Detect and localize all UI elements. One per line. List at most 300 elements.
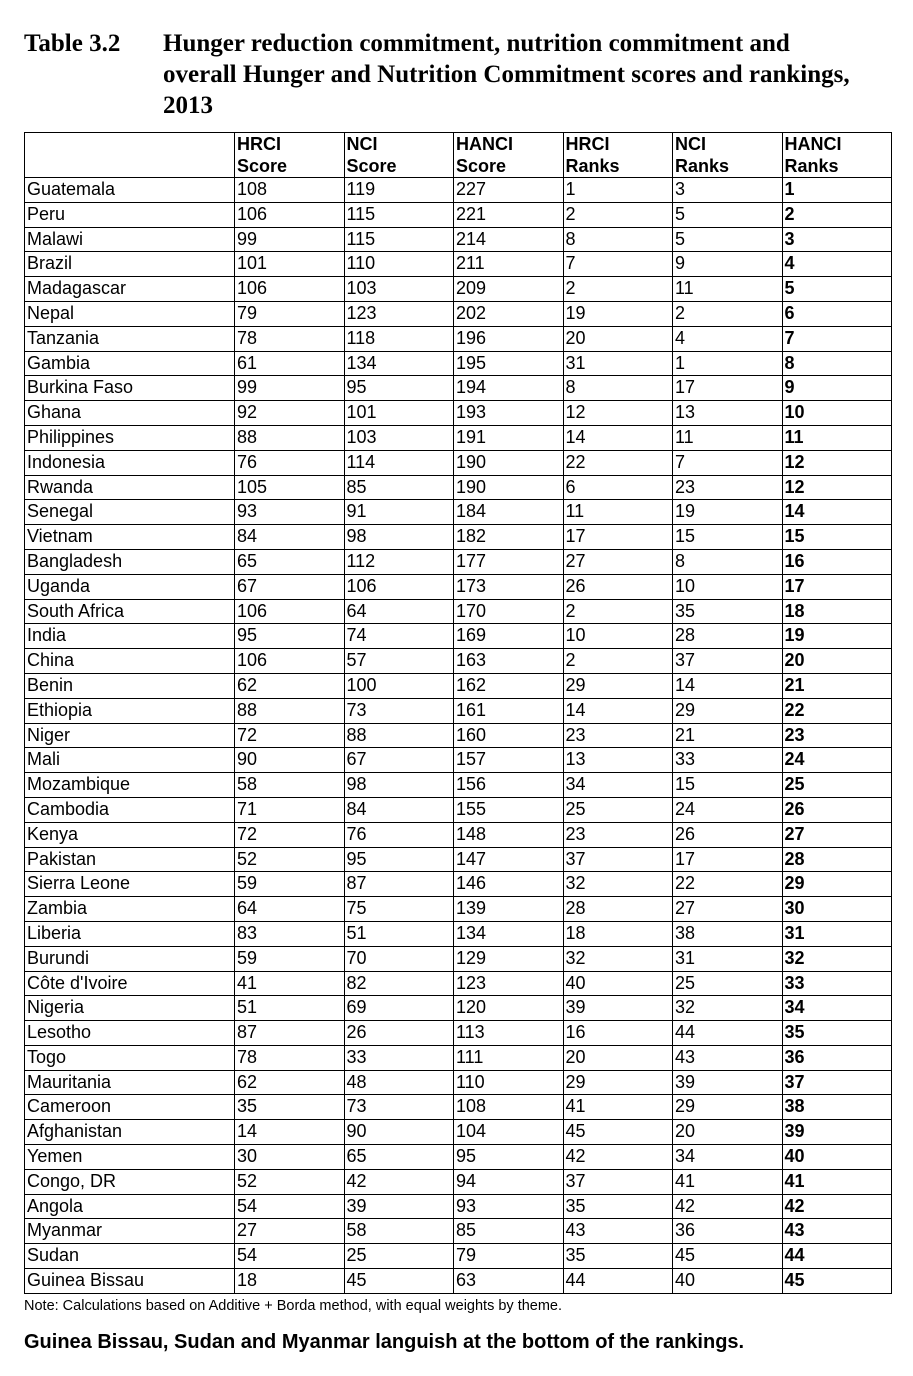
hanci-score-cell: 120 bbox=[454, 996, 564, 1021]
country-cell: Rwanda bbox=[25, 475, 235, 500]
hanci-rank-cell: 12 bbox=[782, 450, 892, 475]
hrci-rank-cell: 37 bbox=[563, 1169, 673, 1194]
nci-score-cell: 112 bbox=[344, 549, 454, 574]
hanci-score-cell: 139 bbox=[454, 897, 564, 922]
nci-score-cell: 103 bbox=[344, 425, 454, 450]
hanci-rank-cell: 18 bbox=[782, 599, 892, 624]
hanci-rank-cell: 4 bbox=[782, 252, 892, 277]
hrci-rank-cell: 16 bbox=[563, 1021, 673, 1046]
nci-rank-cell: 17 bbox=[673, 847, 783, 872]
country-cell: Mozambique bbox=[25, 773, 235, 798]
hanci-rank-cell: 37 bbox=[782, 1070, 892, 1095]
hrci-rank-cell: 23 bbox=[563, 723, 673, 748]
hrci-rank-cell: 13 bbox=[563, 748, 673, 773]
nci-score-cell: 76 bbox=[344, 822, 454, 847]
nci-rank-cell: 7 bbox=[673, 450, 783, 475]
hanci-score-cell: 123 bbox=[454, 971, 564, 996]
table-row bbox=[25, 1269, 892, 1294]
column-header-hrci-ranks bbox=[563, 133, 673, 178]
table-row bbox=[25, 425, 892, 450]
hanci-rank-cell: 5 bbox=[782, 277, 892, 302]
hanci-score-cell: 110 bbox=[454, 1070, 564, 1095]
nci-score-cell: 25 bbox=[344, 1244, 454, 1269]
table-row bbox=[25, 946, 892, 971]
hanci-rank-cell: 40 bbox=[782, 1145, 892, 1170]
hrci-rank-cell: 32 bbox=[563, 946, 673, 971]
nci-score-cell: 118 bbox=[344, 326, 454, 351]
column-header-line: HANCI bbox=[784, 134, 842, 154]
hanci-rank-cell: 39 bbox=[782, 1120, 892, 1145]
table-row bbox=[25, 351, 892, 376]
table-row bbox=[25, 549, 892, 574]
nci-score-cell: 85 bbox=[344, 475, 454, 500]
nci-score-cell: 119 bbox=[344, 178, 454, 203]
hanci-score-cell: 108 bbox=[454, 1095, 564, 1120]
country-cell: Burkina Faso bbox=[25, 376, 235, 401]
hanci-rank-cell: 6 bbox=[782, 301, 892, 326]
hrci-score-cell: 72 bbox=[235, 723, 345, 748]
hanci-score-cell: 63 bbox=[454, 1269, 564, 1294]
hanci-score-cell: 155 bbox=[454, 797, 564, 822]
hanci-score-cell: 195 bbox=[454, 351, 564, 376]
table-row bbox=[25, 822, 892, 847]
country-cell: Myanmar bbox=[25, 1219, 235, 1244]
hanci-rank-cell: 25 bbox=[782, 773, 892, 798]
hanci-score-cell: 173 bbox=[454, 574, 564, 599]
column-header-line: Ranks bbox=[565, 155, 620, 176]
table-row bbox=[25, 897, 892, 922]
country-cell: Uganda bbox=[25, 574, 235, 599]
hanci-score-cell: 190 bbox=[454, 450, 564, 475]
hanci-rank-cell: 1 bbox=[782, 178, 892, 203]
hrci-rank-cell: 19 bbox=[563, 301, 673, 326]
hanci-rank-cell: 21 bbox=[782, 673, 892, 698]
nci-score-cell: 58 bbox=[344, 1219, 454, 1244]
hanci-score-cell: 94 bbox=[454, 1169, 564, 1194]
hrci-score-cell: 78 bbox=[235, 326, 345, 351]
country-cell: Sudan bbox=[25, 1244, 235, 1269]
hanci-score-cell: 134 bbox=[454, 921, 564, 946]
hrci-rank-cell: 1 bbox=[563, 178, 673, 203]
nci-rank-cell: 2 bbox=[673, 301, 783, 326]
hanci-score-cell: 95 bbox=[454, 1145, 564, 1170]
table-row bbox=[25, 1244, 892, 1269]
table-row bbox=[25, 1120, 892, 1145]
table-row bbox=[25, 1045, 892, 1070]
column-header-line: HRCI bbox=[237, 134, 281, 154]
hanci-score-cell: 104 bbox=[454, 1120, 564, 1145]
country-cell: Benin bbox=[25, 673, 235, 698]
hrci-score-cell: 61 bbox=[235, 351, 345, 376]
nci-score-cell: 90 bbox=[344, 1120, 454, 1145]
nci-score-cell: 57 bbox=[344, 649, 454, 674]
nci-rank-cell: 36 bbox=[673, 1219, 783, 1244]
nci-rank-cell: 11 bbox=[673, 277, 783, 302]
hrci-score-cell: 83 bbox=[235, 921, 345, 946]
hanci-rank-cell: 42 bbox=[782, 1194, 892, 1219]
nci-rank-cell: 44 bbox=[673, 1021, 783, 1046]
hrci-score-cell: 106 bbox=[235, 649, 345, 674]
nci-score-cell: 98 bbox=[344, 773, 454, 798]
hanci-score-cell: 93 bbox=[454, 1194, 564, 1219]
hanci-rank-cell: 44 bbox=[782, 1244, 892, 1269]
nci-score-cell: 39 bbox=[344, 1194, 454, 1219]
nci-score-cell: 95 bbox=[344, 376, 454, 401]
nci-rank-cell: 37 bbox=[673, 649, 783, 674]
hanci-score-cell: 202 bbox=[454, 301, 564, 326]
nci-score-cell: 95 bbox=[344, 847, 454, 872]
nci-score-cell: 98 bbox=[344, 525, 454, 550]
country-cell: Vietnam bbox=[25, 525, 235, 550]
table-row bbox=[25, 872, 892, 897]
hanci-rank-cell: 38 bbox=[782, 1095, 892, 1120]
nci-score-cell: 45 bbox=[344, 1269, 454, 1294]
table-row bbox=[25, 525, 892, 550]
column-header-line: Score bbox=[237, 155, 288, 176]
country-cell: Zambia bbox=[25, 897, 235, 922]
hrci-score-cell: 90 bbox=[235, 748, 345, 773]
table-row bbox=[25, 301, 892, 326]
hrci-rank-cell: 29 bbox=[563, 1070, 673, 1095]
hanci-score-cell: 191 bbox=[454, 425, 564, 450]
hanci-rank-cell: 36 bbox=[782, 1045, 892, 1070]
hanci-rank-cell: 19 bbox=[782, 624, 892, 649]
hanci-score-cell: 190 bbox=[454, 475, 564, 500]
column-header-line: Ranks bbox=[784, 155, 839, 176]
hanci-rank-cell: 28 bbox=[782, 847, 892, 872]
table-row bbox=[25, 450, 892, 475]
hrci-score-cell: 78 bbox=[235, 1045, 345, 1070]
nci-rank-cell: 3 bbox=[673, 178, 783, 203]
hanci-rank-cell: 17 bbox=[782, 574, 892, 599]
hanci-table bbox=[24, 132, 892, 1294]
country-cell: Nigeria bbox=[25, 996, 235, 1021]
country-cell: Senegal bbox=[25, 500, 235, 525]
nci-rank-cell: 19 bbox=[673, 500, 783, 525]
hrci-score-cell: 59 bbox=[235, 872, 345, 897]
table-row bbox=[25, 1194, 892, 1219]
table-row bbox=[25, 178, 892, 203]
nci-score-cell: 75 bbox=[344, 897, 454, 922]
column-header-hanci-score bbox=[454, 133, 564, 178]
nci-score-cell: 101 bbox=[344, 401, 454, 426]
table-row bbox=[25, 921, 892, 946]
nci-score-cell: 88 bbox=[344, 723, 454, 748]
hanci-score-cell: 162 bbox=[454, 673, 564, 698]
column-header-line: Score bbox=[456, 155, 507, 176]
table-row bbox=[25, 252, 892, 277]
country-cell: Afghanistan bbox=[25, 1120, 235, 1145]
country-cell: Angola bbox=[25, 1194, 235, 1219]
hrci-score-cell: 35 bbox=[235, 1095, 345, 1120]
country-cell: Burundi bbox=[25, 946, 235, 971]
hanci-rank-cell: 27 bbox=[782, 822, 892, 847]
nci-score-cell: 115 bbox=[344, 227, 454, 252]
table-row bbox=[25, 1169, 892, 1194]
hrci-score-cell: 72 bbox=[235, 822, 345, 847]
nci-score-cell: 74 bbox=[344, 624, 454, 649]
nci-score-cell: 73 bbox=[344, 1095, 454, 1120]
nci-rank-cell: 23 bbox=[673, 475, 783, 500]
hanci-rank-cell: 15 bbox=[782, 525, 892, 550]
hrci-score-cell: 105 bbox=[235, 475, 345, 500]
hrci-score-cell: 87 bbox=[235, 1021, 345, 1046]
hrci-rank-cell: 37 bbox=[563, 847, 673, 872]
nci-score-cell: 51 bbox=[344, 921, 454, 946]
hanci-score-cell: 214 bbox=[454, 227, 564, 252]
table-row bbox=[25, 1021, 892, 1046]
column-header-hrci-score bbox=[235, 133, 345, 178]
nci-score-cell: 26 bbox=[344, 1021, 454, 1046]
hanci-rank-cell: 41 bbox=[782, 1169, 892, 1194]
nci-score-cell: 33 bbox=[344, 1045, 454, 1070]
hanci-score-cell: 221 bbox=[454, 202, 564, 227]
nci-rank-cell: 25 bbox=[673, 971, 783, 996]
table-row bbox=[25, 1219, 892, 1244]
hanci-rank-cell: 3 bbox=[782, 227, 892, 252]
country-cell: Madagascar bbox=[25, 277, 235, 302]
hanci-score-cell: 184 bbox=[454, 500, 564, 525]
hrci-score-cell: 62 bbox=[235, 673, 345, 698]
nci-rank-cell: 27 bbox=[673, 897, 783, 922]
hanci-rank-cell: 31 bbox=[782, 921, 892, 946]
hrci-score-cell: 18 bbox=[235, 1269, 345, 1294]
hrci-score-cell: 62 bbox=[235, 1070, 345, 1095]
hrci-score-cell: 88 bbox=[235, 425, 345, 450]
hanci-rank-cell: 2 bbox=[782, 202, 892, 227]
country-cell: Congo, DR bbox=[25, 1169, 235, 1194]
hrci-rank-cell: 22 bbox=[563, 450, 673, 475]
table-row bbox=[25, 624, 892, 649]
hrci-rank-cell: 35 bbox=[563, 1194, 673, 1219]
hrci-score-cell: 92 bbox=[235, 401, 345, 426]
country-cell: Côte d'Ivoire bbox=[25, 971, 235, 996]
nci-rank-cell: 39 bbox=[673, 1070, 783, 1095]
hanci-rank-cell: 34 bbox=[782, 996, 892, 1021]
nci-score-cell: 82 bbox=[344, 971, 454, 996]
hanci-rank-cell: 11 bbox=[782, 425, 892, 450]
hrci-rank-cell: 18 bbox=[563, 921, 673, 946]
hrci-rank-cell: 27 bbox=[563, 549, 673, 574]
nci-score-cell: 123 bbox=[344, 301, 454, 326]
nci-score-cell: 65 bbox=[344, 1145, 454, 1170]
hrci-rank-cell: 40 bbox=[563, 971, 673, 996]
table-row bbox=[25, 748, 892, 773]
hanci-rank-cell: 12 bbox=[782, 475, 892, 500]
table-row bbox=[25, 475, 892, 500]
table-row bbox=[25, 1070, 892, 1095]
table-row bbox=[25, 326, 892, 351]
table-row bbox=[25, 1095, 892, 1120]
nci-score-cell: 48 bbox=[344, 1070, 454, 1095]
hrci-score-cell: 14 bbox=[235, 1120, 345, 1145]
country-cell: Liberia bbox=[25, 921, 235, 946]
table-body bbox=[25, 178, 892, 1294]
hrci-rank-cell: 8 bbox=[563, 227, 673, 252]
nci-score-cell: 91 bbox=[344, 500, 454, 525]
hrci-rank-cell: 32 bbox=[563, 872, 673, 897]
hrci-rank-cell: 2 bbox=[563, 649, 673, 674]
hanci-rank-cell: 30 bbox=[782, 897, 892, 922]
hanci-score-cell: 177 bbox=[454, 549, 564, 574]
column-header-hanci-ranks bbox=[782, 133, 892, 178]
hanci-score-cell: 170 bbox=[454, 599, 564, 624]
hrci-score-cell: 71 bbox=[235, 797, 345, 822]
nci-rank-cell: 11 bbox=[673, 425, 783, 450]
hanci-score-cell: 146 bbox=[454, 872, 564, 897]
table-row bbox=[25, 599, 892, 624]
hanci-score-cell: 129 bbox=[454, 946, 564, 971]
hrci-score-cell: 106 bbox=[235, 599, 345, 624]
hanci-rank-cell: 45 bbox=[782, 1269, 892, 1294]
hrci-score-cell: 79 bbox=[235, 301, 345, 326]
nci-score-cell: 64 bbox=[344, 599, 454, 624]
country-cell: Tanzania bbox=[25, 326, 235, 351]
hrci-score-cell: 51 bbox=[235, 996, 345, 1021]
table-note: Note: Calculations based on Additive + Borda method, with equal weights by theme. bbox=[24, 1298, 563, 1314]
hanci-score-cell: 157 bbox=[454, 748, 564, 773]
nci-score-cell: 73 bbox=[344, 698, 454, 723]
hanci-rank-cell: 9 bbox=[782, 376, 892, 401]
hrci-score-cell: 27 bbox=[235, 1219, 345, 1244]
hanci-rank-cell: 33 bbox=[782, 971, 892, 996]
hrci-score-cell: 41 bbox=[235, 971, 345, 996]
hrci-rank-cell: 8 bbox=[563, 376, 673, 401]
hrci-rank-cell: 45 bbox=[563, 1120, 673, 1145]
column-header-line: Ranks bbox=[675, 155, 730, 176]
hanci-score-cell: 160 bbox=[454, 723, 564, 748]
table-row bbox=[25, 227, 892, 252]
hrci-rank-cell: 39 bbox=[563, 996, 673, 1021]
country-cell: Mali bbox=[25, 748, 235, 773]
table-row bbox=[25, 673, 892, 698]
country-cell: Ghana bbox=[25, 401, 235, 426]
hanci-score-cell: 193 bbox=[454, 401, 564, 426]
country-cell: Niger bbox=[25, 723, 235, 748]
table-row bbox=[25, 847, 892, 872]
nci-rank-cell: 29 bbox=[673, 698, 783, 723]
nci-score-cell: 110 bbox=[344, 252, 454, 277]
hanci-rank-cell: 8 bbox=[782, 351, 892, 376]
hrci-rank-cell: 44 bbox=[563, 1269, 673, 1294]
hrci-rank-cell: 25 bbox=[563, 797, 673, 822]
nci-score-cell: 134 bbox=[344, 351, 454, 376]
hrci-score-cell: 88 bbox=[235, 698, 345, 723]
hanci-rank-cell: 10 bbox=[782, 401, 892, 426]
country-cell: Yemen bbox=[25, 1145, 235, 1170]
hrci-score-cell: 99 bbox=[235, 227, 345, 252]
nci-rank-cell: 1 bbox=[673, 351, 783, 376]
nci-rank-cell: 15 bbox=[673, 525, 783, 550]
nci-score-cell: 42 bbox=[344, 1169, 454, 1194]
country-cell: Togo bbox=[25, 1045, 235, 1070]
nci-rank-cell: 34 bbox=[673, 1145, 783, 1170]
nci-score-cell: 103 bbox=[344, 277, 454, 302]
nci-rank-cell: 29 bbox=[673, 1095, 783, 1120]
table-row bbox=[25, 574, 892, 599]
hrci-score-cell: 84 bbox=[235, 525, 345, 550]
hrci-score-cell: 52 bbox=[235, 847, 345, 872]
hanci-rank-cell: 7 bbox=[782, 326, 892, 351]
nci-score-cell: 67 bbox=[344, 748, 454, 773]
nci-score-cell: 115 bbox=[344, 202, 454, 227]
country-cell: Cameroon bbox=[25, 1095, 235, 1120]
hrci-rank-cell: 12 bbox=[563, 401, 673, 426]
column-header-line: HRCI bbox=[565, 134, 610, 154]
hanci-score-cell: 209 bbox=[454, 277, 564, 302]
column-header-country bbox=[25, 133, 235, 178]
hanci-rank-cell: 24 bbox=[782, 748, 892, 773]
hrci-rank-cell: 34 bbox=[563, 773, 673, 798]
nci-score-cell: 84 bbox=[344, 797, 454, 822]
nci-rank-cell: 4 bbox=[673, 326, 783, 351]
hrci-rank-cell: 29 bbox=[563, 673, 673, 698]
hrci-score-cell: 106 bbox=[235, 277, 345, 302]
country-cell: India bbox=[25, 624, 235, 649]
table-row bbox=[25, 773, 892, 798]
hrci-score-cell: 99 bbox=[235, 376, 345, 401]
nci-rank-cell: 15 bbox=[673, 773, 783, 798]
nci-rank-cell: 5 bbox=[673, 202, 783, 227]
hrci-rank-cell: 11 bbox=[563, 500, 673, 525]
column-header-line: HANCI bbox=[456, 134, 513, 154]
hrci-rank-cell: 20 bbox=[563, 1045, 673, 1070]
country-cell: Philippines bbox=[25, 425, 235, 450]
country-cell: Gambia bbox=[25, 351, 235, 376]
nci-rank-cell: 9 bbox=[673, 252, 783, 277]
hrci-rank-cell: 14 bbox=[563, 698, 673, 723]
hrci-score-cell: 58 bbox=[235, 773, 345, 798]
column-header-nci-score bbox=[344, 133, 454, 178]
hrci-score-cell: 64 bbox=[235, 897, 345, 922]
column-header-line: NCI bbox=[346, 134, 378, 154]
hrci-rank-cell: 14 bbox=[563, 425, 673, 450]
hrci-rank-cell: 28 bbox=[563, 897, 673, 922]
nci-rank-cell: 31 bbox=[673, 946, 783, 971]
table-row bbox=[25, 971, 892, 996]
hanci-score-cell: 182 bbox=[454, 525, 564, 550]
country-cell: Guatemala bbox=[25, 178, 235, 203]
column-header-line bbox=[27, 134, 232, 156]
hanci-rank-cell: 22 bbox=[782, 698, 892, 723]
hanci-rank-cell: 32 bbox=[782, 946, 892, 971]
table-row bbox=[25, 1145, 892, 1170]
hanci-score-cell: 194 bbox=[454, 376, 564, 401]
nci-rank-cell: 17 bbox=[673, 376, 783, 401]
nci-rank-cell: 41 bbox=[673, 1169, 783, 1194]
header-row bbox=[25, 133, 892, 178]
hanci-score-cell: 163 bbox=[454, 649, 564, 674]
table-row bbox=[25, 698, 892, 723]
hanci-score-cell: 156 bbox=[454, 773, 564, 798]
nci-rank-cell: 42 bbox=[673, 1194, 783, 1219]
country-cell: Sierra Leone bbox=[25, 872, 235, 897]
hrci-rank-cell: 43 bbox=[563, 1219, 673, 1244]
hrci-score-cell: 101 bbox=[235, 252, 345, 277]
country-cell: Mauritania bbox=[25, 1070, 235, 1095]
table-row bbox=[25, 376, 892, 401]
country-cell: Pakistan bbox=[25, 847, 235, 872]
hrci-rank-cell: 41 bbox=[563, 1095, 673, 1120]
hanci-score-cell: 113 bbox=[454, 1021, 564, 1046]
nci-rank-cell: 35 bbox=[673, 599, 783, 624]
hrci-rank-cell: 6 bbox=[563, 475, 673, 500]
hanci-rank-cell: 20 bbox=[782, 649, 892, 674]
column-header-line: Score bbox=[346, 155, 397, 176]
hrci-rank-cell: 2 bbox=[563, 277, 673, 302]
table-row bbox=[25, 401, 892, 426]
table-row bbox=[25, 277, 892, 302]
